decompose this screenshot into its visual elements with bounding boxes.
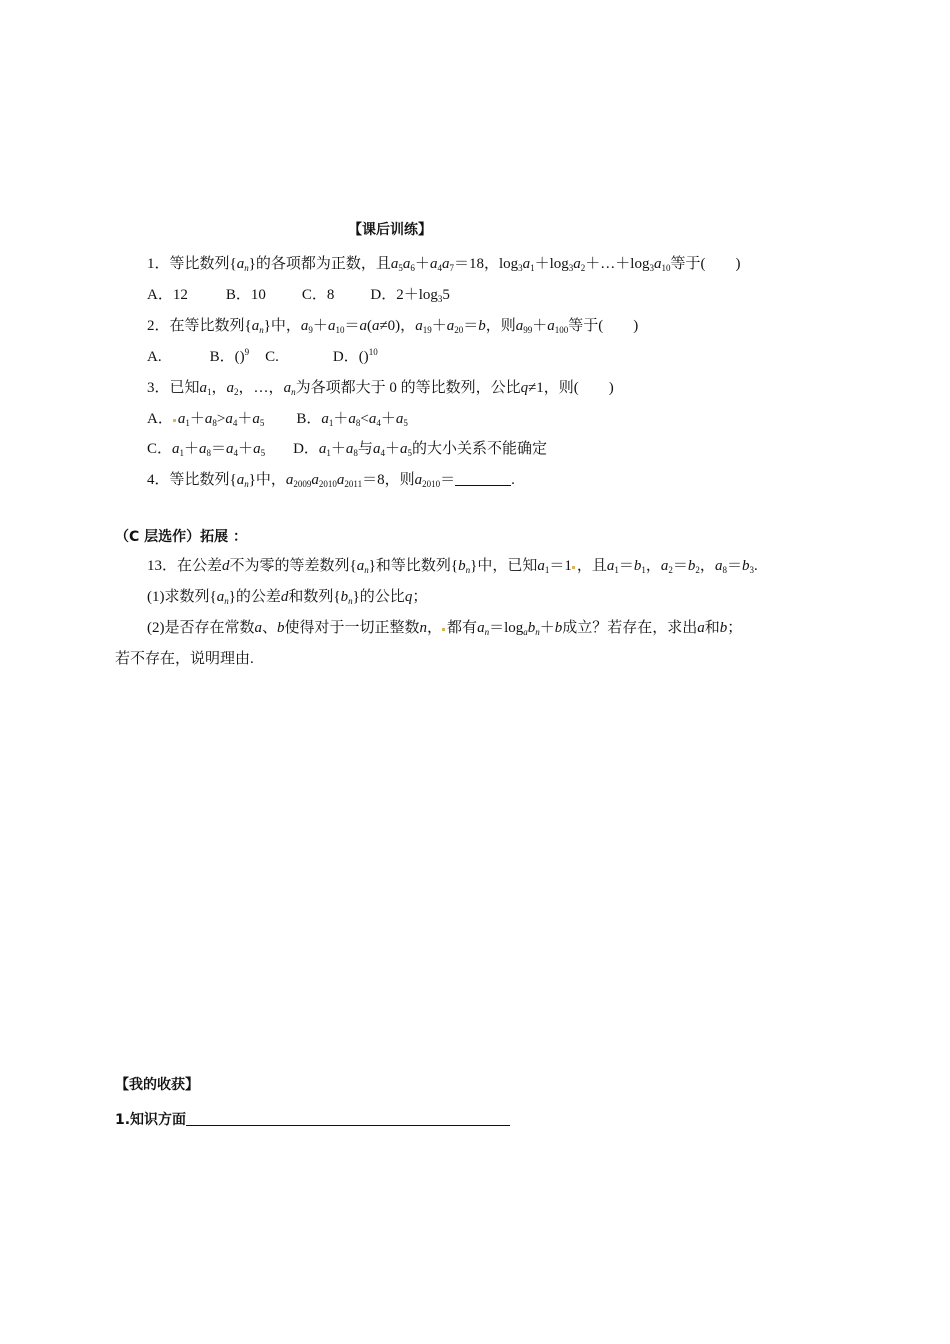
q1-option-c: C．8 (301, 287, 335, 303)
section-title-homework: 【课后训练】 (348, 222, 432, 238)
question-1: 1．等比数列$\{a_n\}$的各项都为正数，且$a_5a_6+a_4a_7=18$，$\log_3a_1+\log_3a_2+\dots+\log_3a_{10}$等于( ) (147, 256, 741, 273)
q2-option-b: B．()$^9$ (209, 347, 250, 365)
q3-option-a: A． $a_1+a_8>a_4+a_5$ (147, 411, 265, 428)
question-1-options (147, 285, 450, 305)
question-13: 13．在公差d不为零的等差数列$\{a_n\}$和等比数列$\{b_n\}$中，已知$a_1=1$ ，且$a_1=b_1$，$a_2=b_2$，$a_8=b_3$. (147, 558, 758, 575)
q2-option-d: D．()$^{10}$ (332, 347, 378, 365)
q3-option-c: C．$a_1+a_8=a_4+a_5$ (147, 441, 266, 458)
question-2-options (147, 347, 378, 367)
gain-knowledge-line: 1.知识方面 (115, 1110, 510, 1130)
question-2: 2．在等比数列$\{a_n\}$中，$a_9+a_{10}=a(a\ne 0)$，$a_{19}+a_{20}=b$，则$a_{99}+a_{100}$等于( ) (147, 318, 639, 335)
answer-blank (455, 471, 511, 486)
q1-option-a: A．12 (147, 287, 188, 303)
fill-in-line (186, 1111, 510, 1126)
q1-option-d: D．$2+\log_35$ (370, 287, 450, 304)
question-3-options-ab (147, 409, 408, 429)
section-title-gains: 【我的收获】 (115, 1077, 199, 1093)
q2-option-c: C. (265, 349, 279, 365)
question-13-part-2: (2)是否存在常数a、b使得对于一切正整数n， 都有$a_n=\log_ab_n+b$成立？若存在，求出a和b； (147, 620, 743, 637)
question-3-options-cd (147, 439, 547, 459)
question-13-part-2-continued: 若不存在，说明理由. (115, 651, 254, 667)
section-title-extension: （C 层选作）拓展 ： (115, 529, 248, 545)
q1-option-b: B．10 (225, 287, 266, 303)
q2-option-a: A. (147, 349, 162, 365)
q3-option-d: D．$a_1+a_8$与$a_4+a_5$的大小关系不能确定 (293, 441, 547, 458)
question-3: 3．已知$a_1$，$a_2$，…，$a_n$为各项都大于 0 的等比数列，公比q≠1，则( ) (147, 380, 614, 397)
question-4: 4．等比数列$\{a_n\}$中，$a_{2009}a_{2010}a_{2011}=8$，则$a_{2010}=$ . (147, 472, 515, 489)
q3-option-b: B．$a_1+a_8<a_4+a_5$ (296, 411, 408, 428)
question-13-part-1: (1)求数列$\{a_n\}$的公差d和数列$\{b_n\}$的公比q； (147, 589, 428, 606)
